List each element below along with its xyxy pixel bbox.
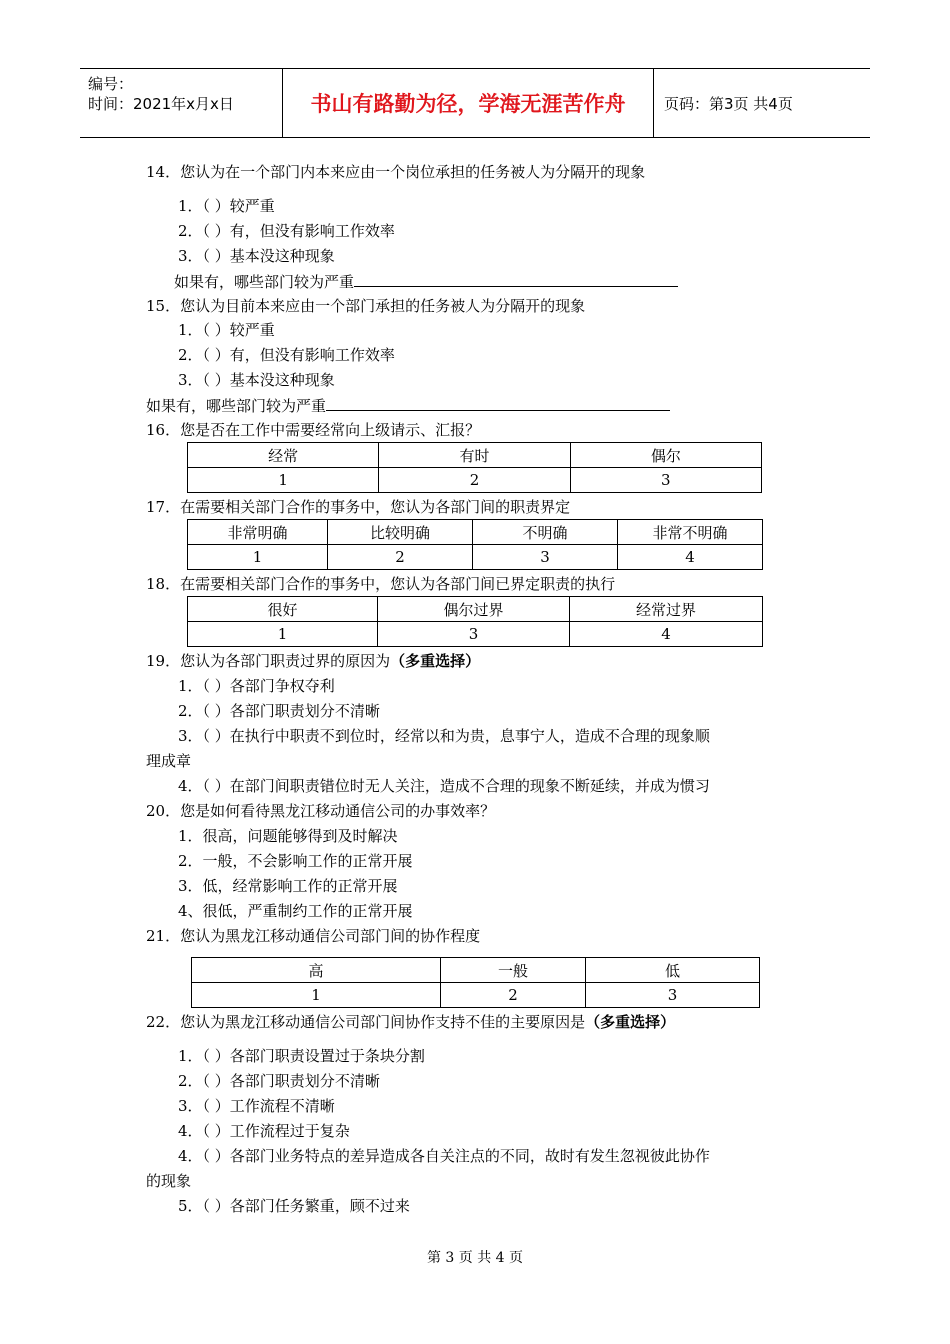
q16-header-cell: 偶尔 [570, 443, 761, 468]
q19-option-2: 2．（ ）各部门职责划分不清晰 [178, 702, 380, 720]
q17-header-cell: 非常不明确 [618, 520, 763, 545]
q17-value-cell[interactable]: 3 [473, 545, 618, 570]
q21-value-cell[interactable]: 3 [586, 983, 760, 1008]
question-15-title: 15．您认为目前本来应由一个部门承担的任务被人为分隔开的现象 [146, 297, 586, 315]
q22-option-4b-cont: 的现象 [146, 1172, 192, 1190]
q17-table [187, 519, 763, 570]
question-22-title: 22．您认为黑龙江移动通信公司部门间协作支持不佳的主要原因是（多重选择） [146, 1013, 676, 1031]
q20-option-4: 4、很低，严重制约工作的正常开展 [178, 902, 413, 920]
q19-option-1: 1．（ ）各部门争权夺利 [178, 677, 335, 695]
q16-header-cell: 有时 [379, 443, 570, 468]
q20-option-1: 1．很高，问题能够得到及时解决 [178, 827, 398, 845]
q15-followup: 如果有，哪些部门较为严重 [146, 395, 670, 416]
question-16-title: 16．您是否在工作中需要经常向上级请示、汇报？ [146, 421, 481, 439]
q20-option-2: 2．一般，不会影响工作的正常开展 [178, 852, 413, 870]
q17-header-cell: 比较明确 [328, 520, 473, 545]
question-14-title: 14．您认为在一个部门内本来应由一个岗位承担的任务被人为分隔开的现象 [146, 163, 646, 181]
q18-header-cell: 经常过界 [570, 597, 763, 622]
header-motto: 书山有路勤为径，学海无涯苦作舟 [283, 69, 654, 137]
question-19-title: 19．您认为各部门职责过界的原因为（多重选择） [146, 652, 481, 670]
page-footer: 第 3 页 共 4 页 [426, 1250, 524, 1266]
q14-answer-line[interactable] [354, 271, 678, 287]
q19-option-4: 4．（ ）在部门间职责错位时无人关注，造成不合理的现象不断延续，并成为惯习 [178, 777, 710, 795]
q22-option-3: 3．（ ）工作流程不清晰 [178, 1097, 335, 1115]
q16-value-cell[interactable]: 1 [188, 468, 379, 493]
doc-date-label: 时间：2021年x月x日 [88, 95, 234, 113]
q17-value-cell[interactable]: 1 [188, 545, 328, 570]
q16-table [187, 442, 762, 493]
q17-header-cell: 不明确 [473, 520, 618, 545]
header-meta [80, 69, 283, 137]
q21-header-cell: 一般 [441, 958, 586, 983]
page-header [80, 68, 870, 138]
q18-table [187, 596, 763, 647]
q14-option-3: 3．（ ）基本没这种现象 [178, 247, 335, 265]
q21-value-cell[interactable]: 1 [192, 983, 441, 1008]
q16-header-cell: 经常 [188, 443, 379, 468]
multi-select-note: （多重选择） [390, 652, 481, 670]
q15-option-3: 3．（ ）基本没这种现象 [178, 371, 335, 389]
q17-value-cell[interactable]: 2 [328, 545, 473, 570]
question-17-title: 17．在需要相关部门合作的事务中，您认为各部门间的职责界定 [146, 498, 571, 516]
q21-value-cell[interactable]: 2 [441, 983, 586, 1008]
q21-table [191, 957, 760, 1008]
q21-header-cell: 低 [586, 958, 760, 983]
question-21-title: 21．您认为黑龙江移动通信公司部门间的协作程度 [146, 927, 481, 945]
q17-value-cell[interactable]: 4 [618, 545, 763, 570]
q22-option-2: 2．（ ）各部门职责划分不清晰 [178, 1072, 380, 1090]
q16-value-cell[interactable]: 3 [570, 468, 761, 493]
q15-answer-line[interactable] [326, 395, 670, 411]
header-page-label: 页码：第3页 共4页 [664, 94, 793, 113]
question-18-title: 18．在需要相关部门合作的事务中，您认为各部门间已界定职责的执行 [146, 575, 616, 593]
q21-header-cell: 高 [192, 958, 441, 983]
q17-header-cell: 非常明确 [188, 520, 328, 545]
q16-value-cell[interactable]: 2 [379, 468, 570, 493]
q22-option-1: 1．（ ）各部门职责设置过于条块分割 [178, 1047, 425, 1065]
q22-option-5: 5．（ ）各部门任务繁重，顾不过来 [178, 1197, 410, 1215]
q18-header-cell: 很好 [188, 597, 378, 622]
q15-option-1: 1．（ ）较严重 [178, 321, 275, 339]
q14-option-1: 1．（ ）较严重 [178, 197, 275, 215]
multi-select-note: （多重选择） [585, 1013, 676, 1031]
q15-option-2: 2．（ ）有，但没有影响工作效率 [178, 346, 395, 364]
doc-number-label: 编号： [88, 75, 134, 93]
q20-option-3: 3．低，经常影响工作的正常开展 [178, 877, 398, 895]
q18-value-cell[interactable]: 3 [378, 622, 570, 647]
q19-option-3: 3．（ ）在执行中职责不到位时，经常以和为贵，息事宁人，造成不合理的现象顺 [178, 727, 710, 745]
question-20-title: 20．您是如何看待黑龙江移动通信公司的办事效率？ [146, 802, 496, 820]
q14-followup: 如果有，哪些部门较为严重 [174, 271, 678, 292]
q22-option-4: 4．（ ）工作流程过于复杂 [178, 1122, 350, 1140]
q18-value-cell[interactable]: 4 [570, 622, 763, 647]
q22-option-4b: 4．（ ）各部门业务特点的差异造成各自关注点的不同，故时有发生忽视彼此协作 [178, 1147, 710, 1165]
q18-header-cell: 偶尔过界 [378, 597, 570, 622]
q18-value-cell[interactable]: 1 [188, 622, 378, 647]
q14-option-2: 2．（ ）有，但没有影响工作效率 [178, 222, 395, 240]
q19-option-3-cont: 理成章 [146, 752, 192, 770]
